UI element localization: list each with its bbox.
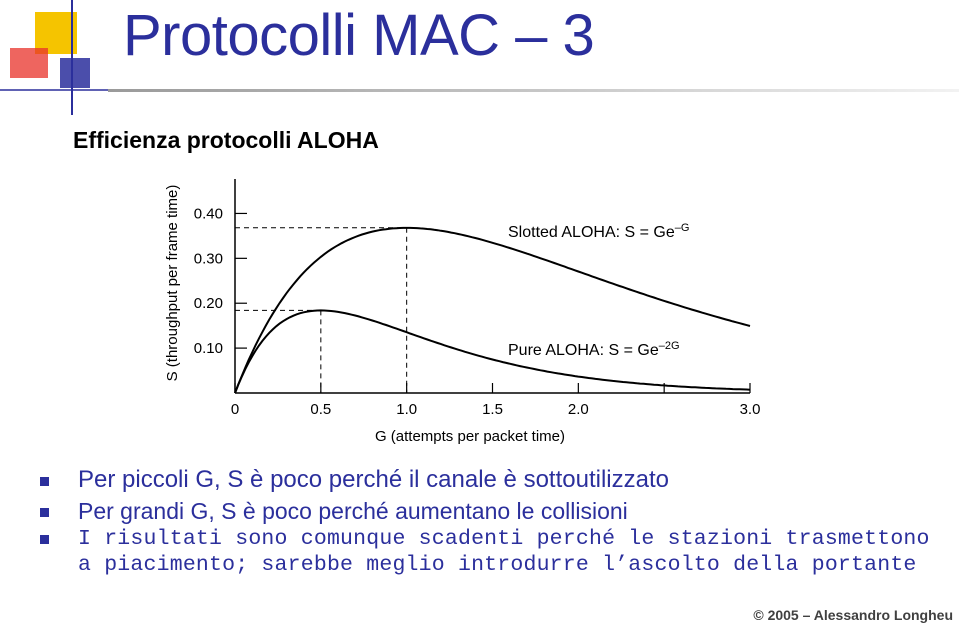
series-label: Slotted ALOHA: $S = Ge^{-G}$ bbox=[508, 222, 690, 241]
x-tick-label: 0 bbox=[230, 401, 240, 418]
x-tick-label: 1.5 bbox=[482, 401, 503, 418]
aloha-throughput-chart bbox=[150, 165, 790, 450]
y-tick-label: 0.20 bbox=[193, 295, 223, 313]
series-label-exponent: –2G bbox=[658, 340, 680, 352]
slide-logo bbox=[0, 0, 130, 115]
square-bullet-icon bbox=[40, 508, 49, 517]
y-tick-label: 0.40 bbox=[193, 205, 223, 223]
y-tick-label: 0.30 bbox=[193, 250, 223, 268]
bullet-text: Per grandi G, S è poco perché aumentano le collisioni bbox=[78, 498, 628, 524]
x-axis-label: G (attempts per packet time) bbox=[374, 428, 566, 445]
logo-blue-square bbox=[60, 58, 90, 88]
bullet-list bbox=[40, 464, 940, 578]
y-axis-label: S (throughput per frame time) bbox=[164, 184, 181, 382]
series-label: Pure ALOHA: $S = Ge^{-2G}$ bbox=[508, 340, 680, 359]
slide-title: Protocolli MAC – 3 bbox=[123, 3, 595, 68]
slide-subtitle: Efficienza protocolli ALOHA bbox=[73, 127, 379, 153]
copyright-footer: © 2005 – Alessandro Longheu bbox=[753, 607, 953, 623]
bullet-text: Per piccoli G, S è poco perché il canale è sottoutilizzato bbox=[78, 466, 669, 493]
logo-yellow-square bbox=[35, 12, 77, 54]
bullet-item bbox=[40, 464, 940, 496]
bullet-item bbox=[40, 526, 940, 578]
x-tick-label: 3.0 bbox=[739, 401, 761, 418]
title-underline bbox=[108, 89, 959, 92]
x-tick-label: 0.5 bbox=[310, 401, 332, 418]
x-tick-label: 2.0 bbox=[567, 401, 589, 418]
x-tick-label: 1.0 bbox=[396, 401, 418, 418]
y-tick-label: 0.10 bbox=[193, 340, 223, 358]
square-bullet-icon bbox=[40, 477, 49, 486]
logo-red-square bbox=[10, 48, 48, 78]
bullet-item bbox=[40, 496, 940, 526]
bullet-text: I risultati sono comunque scadenti perché le stazioni trasmettono a piacimento; sarebbe meglio introdurre l’ascolto della portante bbox=[78, 527, 930, 577]
square-bullet-icon bbox=[40, 535, 49, 544]
series-label-exponent: –G bbox=[674, 222, 690, 234]
